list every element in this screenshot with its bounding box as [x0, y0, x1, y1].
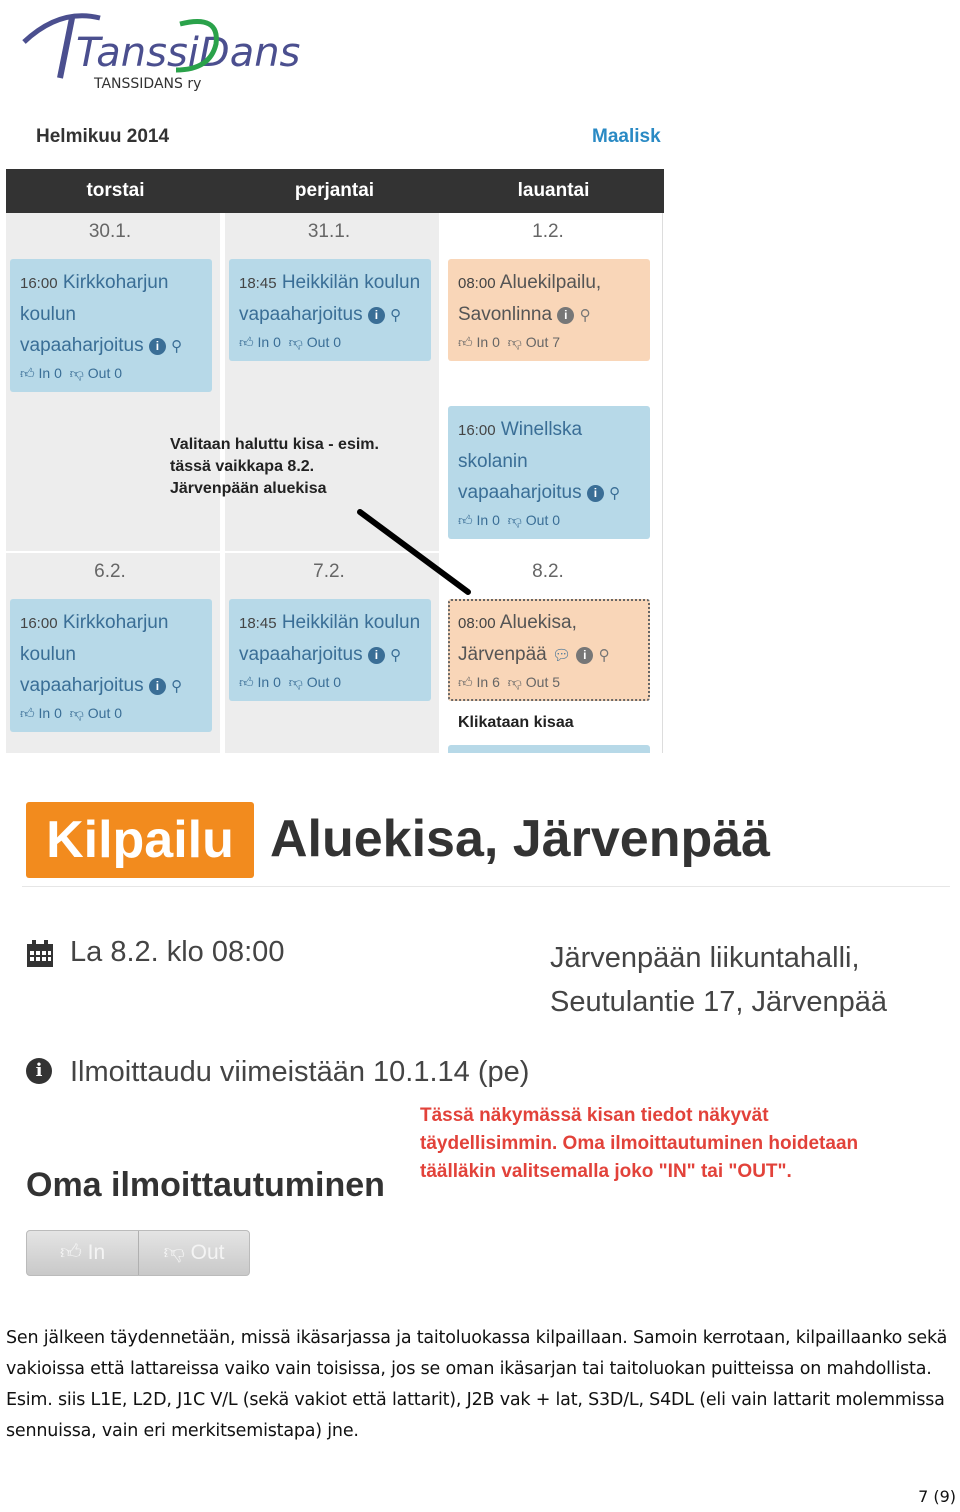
- weekday-label: torstai: [86, 180, 145, 201]
- thumbs-up-icon[interactable]: 👍︎: [458, 512, 473, 528]
- event-time: 16:00: [20, 275, 58, 292]
- calendar-event[interactable]: [448, 259, 650, 361]
- event-attendance: [458, 509, 640, 531]
- out-button-label: Out: [190, 1241, 225, 1264]
- map-pin-icon[interactable]: ⚲: [598, 647, 610, 664]
- event-location[interactable]: Järvenpään liikuntahalli, Seutulantie 17, Järvenpää: [550, 942, 887, 1018]
- map-pin-icon[interactable]: ⚲: [171, 338, 183, 355]
- out-count: Out 5: [525, 674, 561, 690]
- day-number: 8.2.: [532, 561, 564, 582]
- info-icon: i: [26, 1058, 52, 1084]
- info-icon[interactable]: i: [576, 647, 593, 664]
- out-count: Out 0: [525, 512, 561, 528]
- calendar-event-selected[interactable]: [448, 599, 650, 701]
- calendar-event[interactable]: [10, 599, 212, 732]
- in-count: In 0: [257, 334, 281, 350]
- thumbs-down-icon: 👎︎: [163, 1241, 185, 1264]
- day-number: 6.2.: [94, 561, 126, 582]
- event-time: 08:00: [458, 615, 496, 632]
- weekday-label: perjantai: [294, 180, 375, 201]
- out-count: Out 0: [306, 334, 342, 350]
- event-title: Kirkkoharjun koulun vapaaharjoitus: [20, 612, 169, 696]
- event-title: Winellska skolanin vapaaharjoitus: [458, 419, 583, 503]
- calendar-event[interactable]: [229, 259, 431, 361]
- annotation-arrow: [356, 508, 476, 598]
- calendar-annotation: Valitaan haluttu kisa - esim. tässä vaikkapa 8.2. Järvenpään aluekisa: [170, 436, 379, 497]
- map-pin-icon[interactable]: ⚲: [171, 678, 183, 695]
- out-count: Out 0: [306, 674, 342, 690]
- event-attendance: [458, 671, 640, 693]
- thumbs-up-icon[interactable]: 👍︎: [239, 674, 254, 690]
- map-pin-icon[interactable]: ⚲: [579, 307, 591, 324]
- event-time: 16:00: [20, 615, 58, 632]
- thumbs-down-icon[interactable]: 👎︎: [507, 674, 522, 690]
- in-count: In 0: [476, 512, 500, 528]
- tanssidans-logo: [20, 4, 320, 96]
- thumbs-down-icon[interactable]: 👎︎: [288, 674, 303, 690]
- info-icon[interactable]: i: [587, 485, 604, 502]
- in-count: In 0: [476, 334, 500, 350]
- divider: [22, 886, 950, 887]
- event-attendance: [239, 671, 421, 693]
- registration-deadline: Ilmoittaudu viimeistään 10.1.14 (pe): [70, 1056, 530, 1088]
- in-button[interactable]: [27, 1231, 138, 1275]
- in-out-button-group: [26, 1230, 250, 1276]
- event-title: Heikkilän koulun vapaaharjoitus: [239, 612, 421, 665]
- comment-icon[interactable]: 💬︎: [552, 647, 572, 664]
- detail-annotation: Tässä näkymässä kisan tiedot näkyvät täydellisimmin. Oma ilmoittautuminen hoidetaan täälläkin valitsemalla joko "IN" tai "OUT".: [420, 1105, 859, 1182]
- in-button-label: In: [87, 1241, 106, 1264]
- event-title-heading: Aluekisa, Järvenpää: [270, 810, 771, 868]
- page-number: 7 (9): [918, 1487, 956, 1506]
- in-count: In 0: [257, 674, 281, 690]
- event-title: Aluekisa, Järvenpää: [458, 612, 577, 665]
- event-time: 16:00: [458, 422, 496, 439]
- day-number: 7.2.: [313, 561, 345, 582]
- in-count: In 6: [476, 674, 500, 690]
- calendar-event[interactable]: [10, 259, 212, 392]
- thumbs-up-icon[interactable]: 👍︎: [20, 365, 35, 381]
- logo-text: TanssiDans: [76, 30, 301, 76]
- info-icon[interactable]: i: [557, 307, 574, 324]
- out-button[interactable]: [138, 1231, 249, 1275]
- calendar-icon: [26, 940, 54, 968]
- column-divider: [662, 213, 663, 753]
- thumbs-up-icon[interactable]: 👍︎: [20, 705, 35, 721]
- event-date: La 8.2. klo 08:00: [70, 936, 285, 968]
- info-icon[interactable]: i: [149, 678, 166, 695]
- out-count: Out 0: [87, 705, 123, 721]
- out-count: Out 7: [525, 334, 561, 350]
- map-pin-icon[interactable]: ⚲: [390, 307, 402, 324]
- thumbs-down-icon[interactable]: 👎︎: [507, 512, 522, 528]
- calendar-event-peek: [448, 745, 650, 753]
- info-icon[interactable]: i: [368, 307, 385, 324]
- next-month-link[interactable]: Maalisk: [592, 126, 661, 147]
- weekday-header: [6, 169, 664, 213]
- thumbs-down-icon[interactable]: 👎︎: [507, 334, 522, 350]
- tanssidans-logo-graphic: [20, 4, 320, 96]
- info-icon[interactable]: i: [368, 647, 385, 664]
- event-attendance: [20, 362, 202, 384]
- event-title: Kirkkoharjun koulun vapaaharjoitus: [20, 272, 169, 356]
- registration-heading: Oma ilmoittautuminen: [26, 1166, 385, 1204]
- thumbs-down-icon[interactable]: 👎︎: [69, 365, 84, 381]
- calendar-month-title: Helmikuu 2014: [36, 126, 170, 147]
- in-count: In 0: [38, 705, 62, 721]
- event-title: Aluekilpailu, Savonlinna: [458, 272, 602, 325]
- thumbs-down-icon[interactable]: 👎︎: [288, 334, 303, 350]
- thumbs-up-icon[interactable]: 👍︎: [458, 674, 473, 690]
- in-count: In 0: [38, 365, 62, 381]
- event-time: 18:45: [239, 275, 277, 292]
- event-title: Heikkilän koulun vapaaharjoitus: [239, 272, 421, 325]
- calendar-event[interactable]: [448, 406, 650, 539]
- event-attendance: [20, 702, 202, 724]
- thumbs-down-icon[interactable]: 👎︎: [69, 705, 84, 721]
- day-number: 1.2.: [532, 221, 564, 242]
- out-count: Out 0: [87, 365, 123, 381]
- thumbs-up-icon[interactable]: 👍︎: [458, 334, 473, 350]
- weekday-label: lauantai: [517, 180, 590, 201]
- day-number: 31.1.: [307, 221, 351, 242]
- event-attendance: [458, 331, 640, 353]
- thumbs-up-icon: 👍︎: [59, 1241, 82, 1264]
- click-annotation: Klikataan kisaa: [458, 714, 574, 731]
- map-pin-icon[interactable]: ⚲: [609, 485, 621, 502]
- calendar-event[interactable]: [229, 599, 431, 701]
- event-type-badge: Kilpailu: [26, 802, 254, 878]
- logo-subtext: TANSSIDANS ry: [94, 76, 202, 92]
- day-number: 30.1.: [88, 221, 132, 242]
- thumbs-up-icon[interactable]: 👍︎: [239, 334, 254, 350]
- row-divider: [6, 551, 664, 553]
- map-pin-icon[interactable]: ⚲: [390, 647, 402, 664]
- event-time: 08:00: [458, 275, 496, 292]
- body-paragraph: Sen jälkeen täydennetään, missä ikäsarjassa ja taitoluokassa kilpaillaan. Samoin kerrotaan, kilpaillaanko sekä vakioissa että lattareissa vaiko vain toisissa, jos se oman ikäsarjan tai taitoluokan puitteissa on mahdollista. Esim. siis L1E, L2D, J1C V/L (sekä vakiot että lattarit), J2B vak + lat, S3D/L, S4DL (eli vain lattarit molemmissa sennuissa, vain eri merkitsemistapa) jne.: [6, 1328, 948, 1441]
- info-icon[interactable]: i: [149, 338, 166, 355]
- event-time: 18:45: [239, 615, 277, 632]
- event-attendance: [239, 331, 421, 353]
